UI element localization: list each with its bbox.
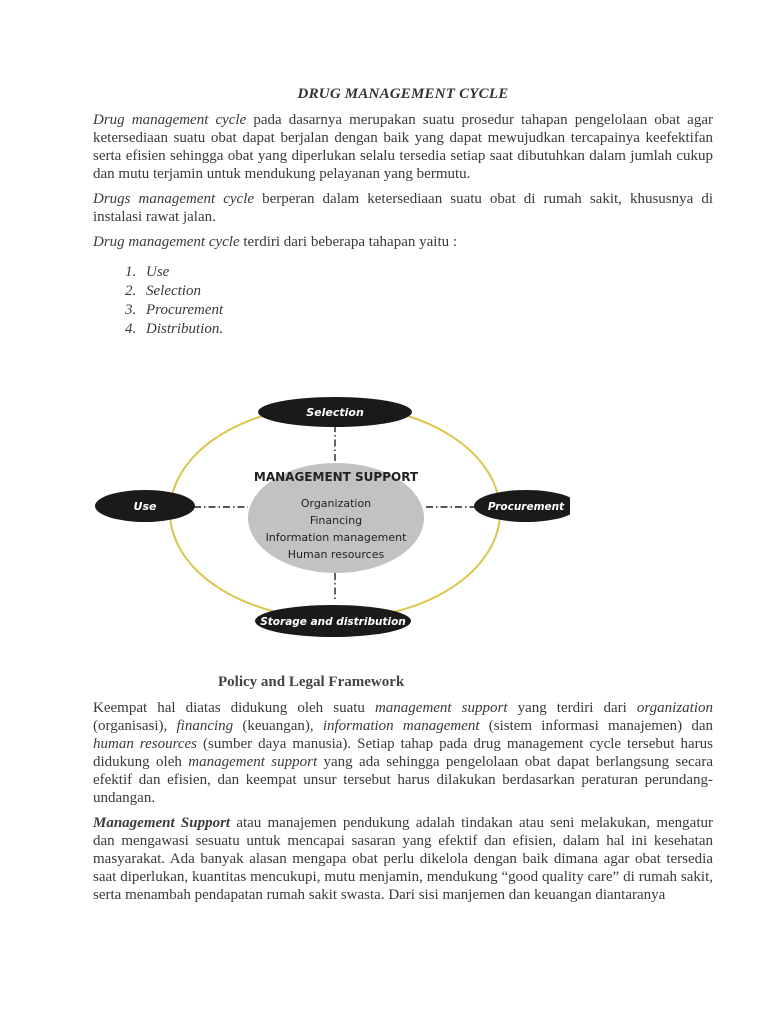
p4-text: (keuangan), [233,718,323,734]
p4-term: financing [176,718,234,734]
paragraph-3 [93,233,713,251]
list-item: 1. Use [140,263,713,282]
p4-term: management support [374,700,508,716]
management-cycle-diagram [90,392,570,692]
p4-term: information management [322,718,480,734]
p4-text: Keempat hal diatas didukung oleh suatu [93,700,375,716]
diagram-footer: Policy and Legal Framework [218,674,405,690]
p4-term: organization [636,700,713,716]
term-drug-management-cycle: Drug management cycle [93,112,247,128]
center-item: Organization [300,497,372,510]
center-item: Financing [309,514,363,527]
steps-list [93,263,713,339]
node-procurement [474,490,570,522]
p4-text: (sumber daya manusia). Setiap tahap pada drug management cycle tersebut harus didukung oleh [93,736,714,770]
paragraph-4 [93,699,713,807]
node-storage-label: Storage and distribution [260,616,406,628]
paragraph-5-text: atau manajemen pendukung adalah tindakan atau seni melakukan, mengatur dan mengawasi sesuatu untuk mencapai sasaran yang efektif dan efisien, dalam hal ini kesehatan masyarakat. Ada banyak alasan mengapa obat perlu dikelola dengan baik dimana agar obat tersedia saat diperlukan, kuantitas mencukupi, mutu menjamin, mendukung “good quality care” di rumah sakit, serta menambah pendapatan rumah sakit swasta. Dari sisi manjemen dan keuangan diantaranya [93,815,713,903]
document-body-lower [93,699,713,911]
center-item: Human resources [287,548,385,561]
p4-text: yang ada sehingga pengelolaan obat dapat berlangsung secara efektif dan efisien, dan keempat unsur tersebut harus dilakukan berdasarkan peraturan perundang-undangan. [93,754,713,806]
term-drug-management-cycle-2: Drug management cycle [93,234,240,250]
paragraph-1-text: pada dasarnya merupakan suatu prosedur tahapan pengelolaan obat agar ketersediaan suatu obat dapat berjalan dengan baik yang dapat mewujudkan tercapainya keefektifan serta efisien sehingga obat yang diperlukan selalu tersedia setiap saat dibutuhkan dalam jumlah cukup dan mutu terjamin untuk mendukung pelayanan yang bermutu. [93,112,713,182]
node-use-label: Use [133,500,157,513]
document-body [93,86,713,339]
document-title: DRUG MANAGEMENT CYCLE [297,86,509,102]
node-use [95,490,195,522]
cycle-figure [90,392,570,692]
paragraph-3-text: terdiri dari beberapa tahapan yaitu : [239,234,458,250]
list-item: 4. Distribution. [140,320,713,339]
paragraph-5 [93,814,713,904]
term-management-support: Management Support [93,815,231,831]
node-selection-label: Selection [306,406,364,419]
node-selection [258,397,412,427]
list-item: 2. Selection [140,282,713,301]
p4-term: management support [188,754,318,770]
paragraph-2-text: berperan dalam ketersediaan suatu obat di rumah sakit, khususnya di instalasi rawat jalan. [93,191,713,225]
p4-term: human resources [93,736,198,752]
p4-text: (sistem informasi manajemen) dan [479,718,713,734]
node-storage [255,605,411,637]
node-procurement-label: Procurement [487,501,565,513]
center-item: Information management [265,531,407,544]
p4-text: (organisasi), [93,718,177,734]
center-title: MANAGEMENT SUPPORT [253,470,419,484]
paragraph-2 [93,190,713,226]
p4-text: yang terdiri dari [507,700,637,716]
term-drugs-management-cycle: Drugs management cycle [93,191,255,207]
paragraph-1 [93,111,713,183]
list-item: 3. Procurement [140,301,713,320]
